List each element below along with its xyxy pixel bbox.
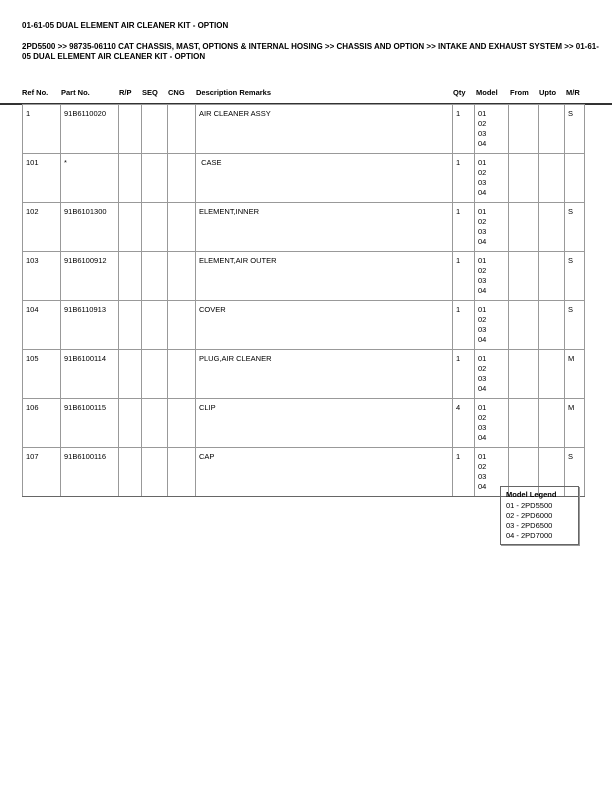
ref-cell: 106 [23, 399, 61, 448]
model-code: 04 [478, 335, 487, 344]
qty-cell: 1 [453, 154, 475, 203]
model-code: 02 [478, 168, 487, 177]
ref-cell: 102 [23, 203, 61, 252]
mr-cell: S [565, 448, 585, 497]
seq-cell [142, 105, 168, 154]
description-cell: PLUG,AIR CLEANER [196, 350, 453, 399]
table-row [23, 203, 585, 252]
seq-cell [142, 252, 168, 301]
model-code: 02 [478, 315, 487, 324]
page-title: 01-61-05 DUAL ELEMENT AIR CLEANER KIT - OPTION [22, 21, 229, 30]
model-code: 03 [478, 178, 487, 187]
model-cell [475, 105, 509, 154]
mr-cell [565, 154, 585, 203]
from-cell [509, 252, 539, 301]
model-code: 04 [478, 237, 487, 246]
model-code: 04 [478, 482, 487, 491]
model-code: 02 [478, 119, 487, 128]
cng-cell [168, 448, 196, 497]
col-cng: CNG [168, 88, 185, 97]
upto-cell [539, 301, 565, 350]
model-code: 04 [478, 433, 487, 442]
model-code: 04 [478, 286, 487, 295]
model-code: 02 [478, 217, 487, 226]
model-code: 03 [478, 325, 487, 334]
legend-item: 03 - 2PD6500 [506, 521, 553, 530]
col-from: From [510, 88, 529, 97]
qty-cell: 1 [453, 301, 475, 350]
part-no-cell: * [61, 154, 119, 203]
part-no-cell: 91B6100116 [61, 448, 119, 497]
model-code: 01 [478, 452, 487, 461]
upto-cell [539, 252, 565, 301]
ref-cell: 103 [23, 252, 61, 301]
model-code: 01 [478, 403, 487, 412]
qty-cell: 4 [453, 399, 475, 448]
model-code: 04 [478, 188, 487, 197]
table-header [0, 88, 612, 105]
table-row [23, 252, 585, 301]
cng-cell [168, 203, 196, 252]
upto-cell [539, 399, 565, 448]
model-code: 01 [478, 109, 487, 118]
upto-cell [539, 350, 565, 399]
model-code: 03 [478, 276, 487, 285]
model-code: 01 [478, 256, 487, 265]
upto-cell [539, 154, 565, 203]
model-code: 02 [478, 364, 487, 373]
col-model: Model [476, 88, 498, 97]
rp-cell [119, 105, 142, 154]
rp-cell [119, 154, 142, 203]
mr-cell: S [565, 203, 585, 252]
ref-cell: 101 [23, 154, 61, 203]
from-cell [509, 203, 539, 252]
col-qty: Qty [453, 88, 466, 97]
model-code: 04 [478, 384, 487, 393]
model-code: 02 [478, 462, 487, 471]
col-desc: Description Remarks [196, 88, 272, 97]
model-cell [475, 203, 509, 252]
legend-item: 04 - 2PD7000 [506, 531, 553, 540]
mr-cell: M [565, 399, 585, 448]
model-legend [500, 486, 579, 545]
model-code: 04 [478, 139, 487, 148]
table-row [23, 350, 585, 399]
rp-cell [119, 448, 142, 497]
cng-cell [168, 252, 196, 301]
from-cell [509, 301, 539, 350]
rp-cell [119, 301, 142, 350]
mr-cell: S [565, 105, 585, 154]
table-row [23, 154, 585, 203]
description-cell: CLIP [196, 399, 453, 448]
model-code: 02 [478, 266, 487, 275]
cng-cell [168, 350, 196, 399]
legend-item: 02 - 2PD6000 [506, 511, 553, 520]
legend-item: 01 - 2PD5500 [506, 501, 553, 510]
upto-cell [539, 203, 565, 252]
mr-cell: S [565, 301, 585, 350]
model-cell [475, 301, 509, 350]
legend-title: Model Legend [506, 490, 557, 499]
breadcrumb: 2PD5500 >> 98735-06110 CAT CHASSIS, MAST, OPTIONS & INTERNAL HOSING >> CHASSIS AND OPTION >> INTAKE AND EXHAUST SYSTEM >> 01-61-05 DUAL ELEMENT AIR CLEANER KIT - OPTION [22, 42, 599, 61]
model-cell [475, 399, 509, 448]
col-part: Part No. [61, 88, 90, 97]
rp-cell [119, 399, 142, 448]
model-code: 03 [478, 227, 487, 236]
description-cell: CAP [196, 448, 453, 497]
model-code: 01 [478, 305, 487, 314]
qty-cell: 1 [453, 350, 475, 399]
col-mr: M/R [566, 88, 580, 97]
cng-cell [168, 399, 196, 448]
from-cell [509, 105, 539, 154]
rp-cell [119, 203, 142, 252]
part-no-cell: 91B6100115 [61, 399, 119, 448]
rp-cell [119, 252, 142, 301]
from-cell [509, 154, 539, 203]
qty-cell: 1 [453, 105, 475, 154]
seq-cell [142, 203, 168, 252]
model-cell [475, 154, 509, 203]
ref-cell: 107 [23, 448, 61, 497]
description-cell: ELEMENT,INNER [196, 203, 453, 252]
seq-cell [142, 350, 168, 399]
qty-cell: 1 [453, 252, 475, 301]
table-row [23, 105, 585, 154]
ref-cell: 1 [23, 105, 61, 154]
seq-cell [142, 301, 168, 350]
col-upto: Upto [539, 88, 557, 97]
from-cell [509, 350, 539, 399]
cng-cell [168, 301, 196, 350]
qty-cell: 1 [453, 448, 475, 497]
description-cell: AIR CLEANER ASSY [196, 105, 453, 154]
table-row [23, 301, 585, 350]
part-no-cell: 91B6110020 [61, 105, 119, 154]
upto-cell [539, 105, 565, 154]
parts-table [22, 104, 585, 497]
from-cell [509, 399, 539, 448]
seq-cell [142, 154, 168, 203]
cng-cell [168, 105, 196, 154]
model-code: 03 [478, 472, 487, 481]
description-cell: ELEMENT,AIR OUTER [196, 252, 453, 301]
model-code: 02 [478, 413, 487, 422]
model-code: 01 [478, 158, 487, 167]
seq-cell [142, 399, 168, 448]
col-seq: SEQ [142, 88, 158, 97]
rp-cell [119, 350, 142, 399]
description-cell: CASE [196, 154, 453, 203]
part-no-cell: 91B6100912 [61, 252, 119, 301]
seq-cell [142, 448, 168, 497]
model-code: 03 [478, 129, 487, 138]
col-ref: Ref No. [22, 88, 49, 97]
ref-cell: 104 [23, 301, 61, 350]
part-no-cell: 91B6110913 [61, 301, 119, 350]
model-cell [475, 350, 509, 399]
qty-cell: 1 [453, 203, 475, 252]
cng-cell [168, 154, 196, 203]
mr-cell: M [565, 350, 585, 399]
description-cell: COVER [196, 301, 453, 350]
col-rp: R/P [119, 88, 132, 97]
part-no-cell: 91B6101300 [61, 203, 119, 252]
ref-cell: 105 [23, 350, 61, 399]
model-code: 03 [478, 423, 487, 432]
model-code: 03 [478, 374, 487, 383]
model-code: 01 [478, 354, 487, 363]
part-no-cell: 91B6100114 [61, 350, 119, 399]
model-code: 01 [478, 207, 487, 216]
model-cell [475, 252, 509, 301]
table-row [23, 399, 585, 448]
mr-cell: S [565, 252, 585, 301]
